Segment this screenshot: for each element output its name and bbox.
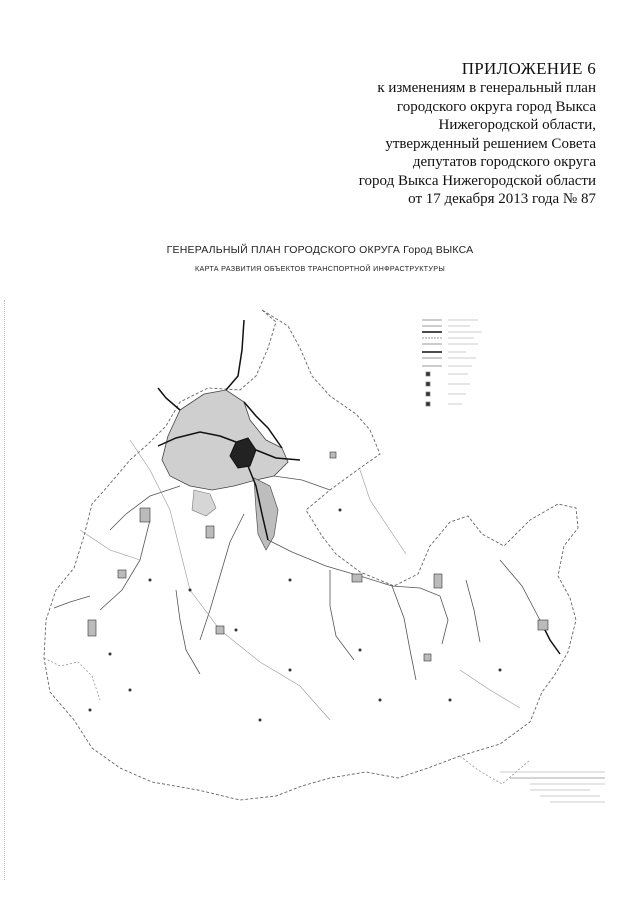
map-title: ГЕНЕРАЛЬНЫЙ ПЛАН ГОРОДСКОГО ОКРУГА Город ВЫКСА: [166, 244, 474, 256]
left-edge-marks: [4, 300, 7, 880]
city-area: [162, 390, 288, 490]
map-titles: [100, 244, 540, 273]
southwest-area: [192, 490, 216, 516]
appendix-line: городского округа город Выкса: [396, 98, 596, 115]
appendix-line: город Выкса Нижегородской области: [358, 172, 596, 189]
appendix-line: от 17 декабря 2013 года № 87: [408, 191, 596, 207]
appendix-line: к изменениям в генеральный план: [377, 80, 596, 96]
appendix-line: депутатов городского округа: [412, 154, 596, 170]
secondary-roads: [54, 476, 542, 680]
title-block: [500, 772, 605, 802]
small-villages: [89, 509, 502, 722]
appendix-line: Нижегородской области,: [438, 117, 596, 133]
appendix-block: [266, 58, 596, 209]
map-subtitle: КАРТА РАЗВИТИЯ ОБЪЕКТОВ ТРАНСПОРТНОЙ ИНФРАСТРУКТУРЫ: [194, 264, 445, 273]
city-south-area: [254, 478, 278, 550]
district-map: [30, 290, 615, 810]
appendix-heading: ПРИЛОЖЕНИЕ 6: [461, 59, 596, 78]
rivers: [80, 440, 520, 720]
boundary-detail: [44, 658, 530, 784]
appendix-line: утвержденный решением Совета: [385, 135, 596, 152]
map-legend: [422, 320, 482, 406]
